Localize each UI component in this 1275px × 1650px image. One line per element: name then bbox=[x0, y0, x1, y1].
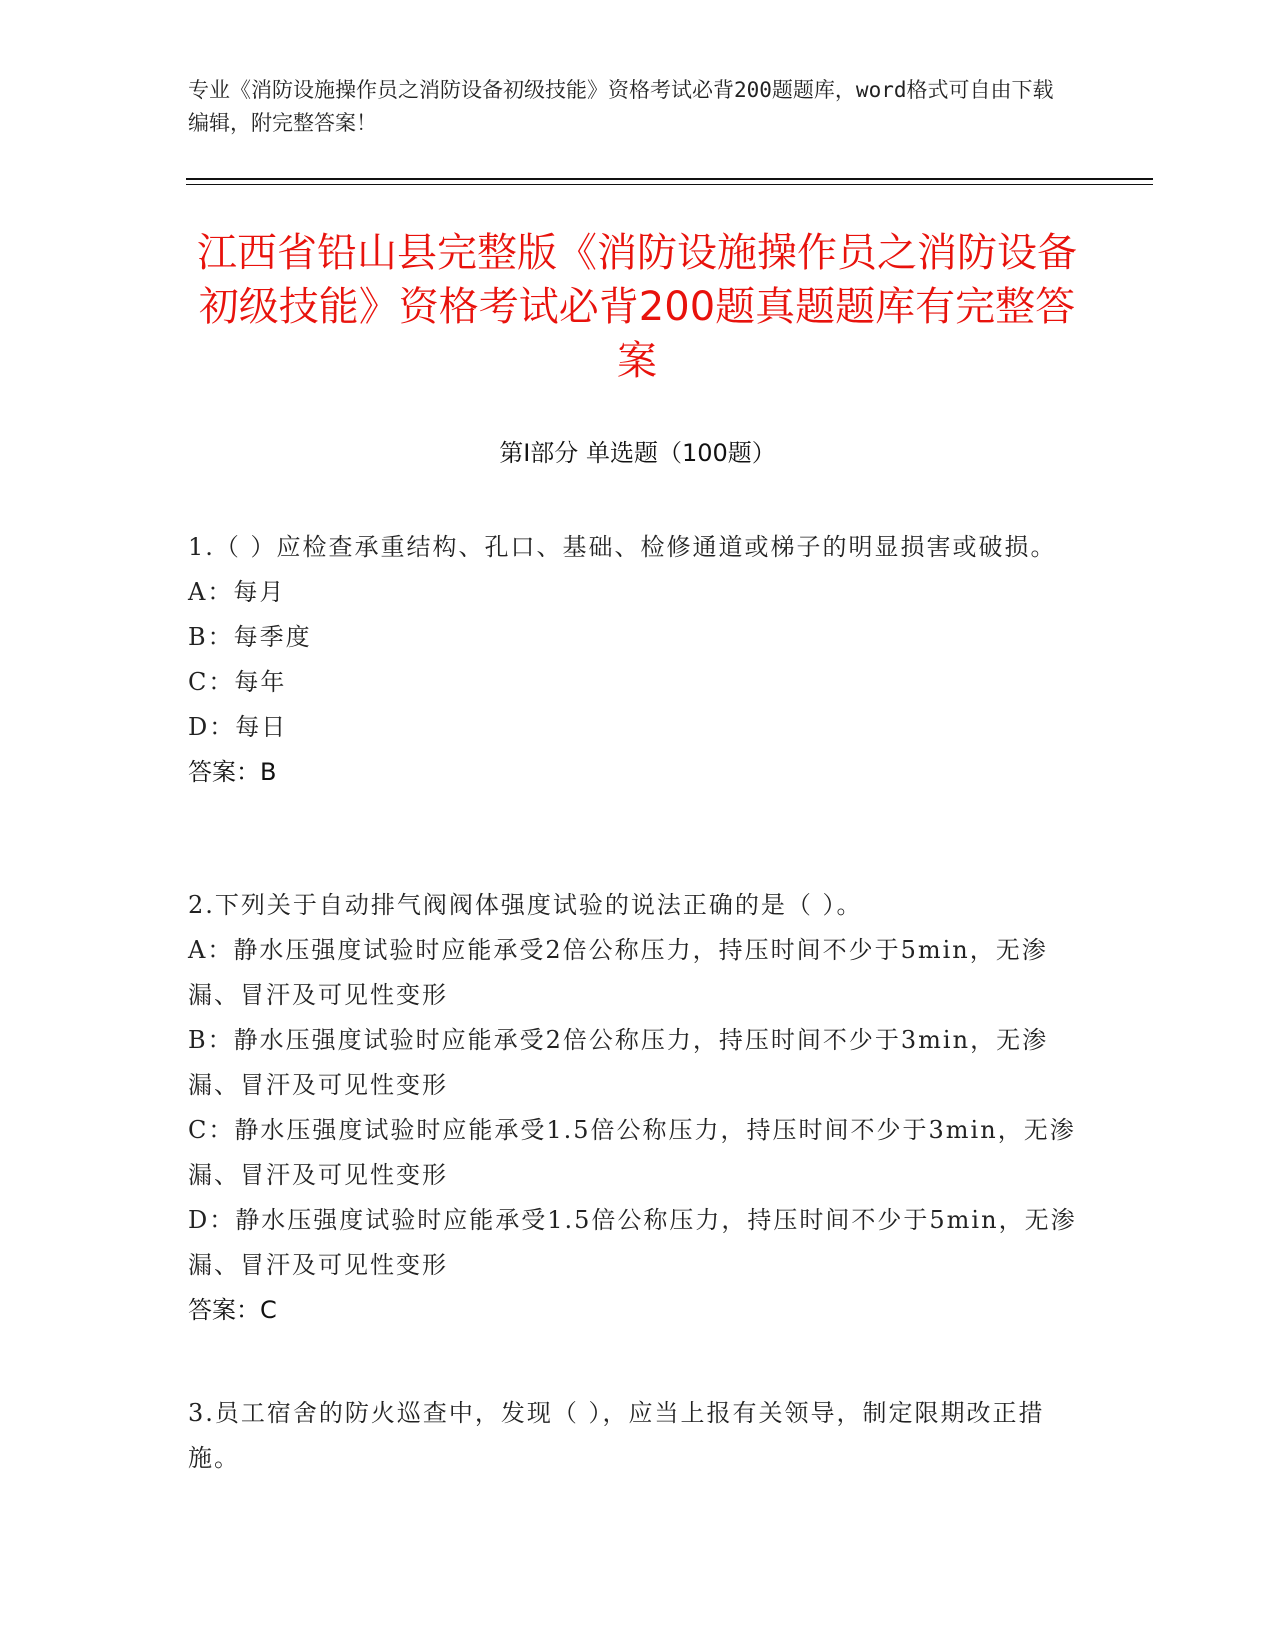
answer-line: 答案：B bbox=[188, 758, 277, 786]
header-divider-thick bbox=[186, 178, 1153, 180]
option-a: A：每月 bbox=[188, 578, 286, 606]
question-block bbox=[188, 525, 1078, 795]
header-divider-thin bbox=[186, 184, 1153, 185]
question-stem: 2.下列关于自动排气阀阀体强度试验的说法正确的是（ ）。 bbox=[188, 891, 863, 919]
question-block bbox=[188, 1391, 1078, 1481]
option-c: C：静水压强度试验时应能承受1.5倍公称压力，持压时间不少于3min，无渗漏、冒汗及可见性变形 bbox=[188, 1116, 1076, 1189]
section-heading: 第Ⅰ部分 单选题（100题） bbox=[499, 439, 776, 467]
document-title: 江西省铅山县完整版《消防设施操作员之消防设备初级技能》资格考试必背200题真题题库有完整答案 bbox=[197, 230, 1077, 384]
option-a: A：静水压强度试验时应能承受2倍公称压力，持压时间不少于5min，无渗漏、冒汗及可见性变形 bbox=[188, 936, 1048, 1009]
option-c: C：每年 bbox=[188, 668, 287, 696]
question-stem: 1.（ ）应检查承重结构、孔口、基础、检修通道或梯子的明显损害或破损。 bbox=[188, 533, 1057, 561]
header-note: 专业《消防设施操作员之消防设备初级技能》资格考试必背200题题库，word格式可自由下载编辑，附完整答案！ bbox=[188, 78, 1054, 135]
option-d: D：静水压强度试验时应能承受1.5倍公称压力，持压时间不少于5min，无渗漏、冒汗及可见性变形 bbox=[188, 1206, 1077, 1279]
option-b: B：静水压强度试验时应能承受2倍公称压力，持压时间不少于3min，无渗漏、冒汗及可见性变形 bbox=[188, 1026, 1049, 1099]
option-d: D：每日 bbox=[188, 713, 288, 741]
option-b: B：每季度 bbox=[188, 623, 312, 651]
question-block bbox=[188, 883, 1078, 1333]
answer-line: 答案：C bbox=[188, 1296, 277, 1324]
question-stem: 3.员工宿舍的防火巡查中，发现（ ），应当上报有关领导，制定限期改正措施。 bbox=[188, 1399, 1045, 1472]
